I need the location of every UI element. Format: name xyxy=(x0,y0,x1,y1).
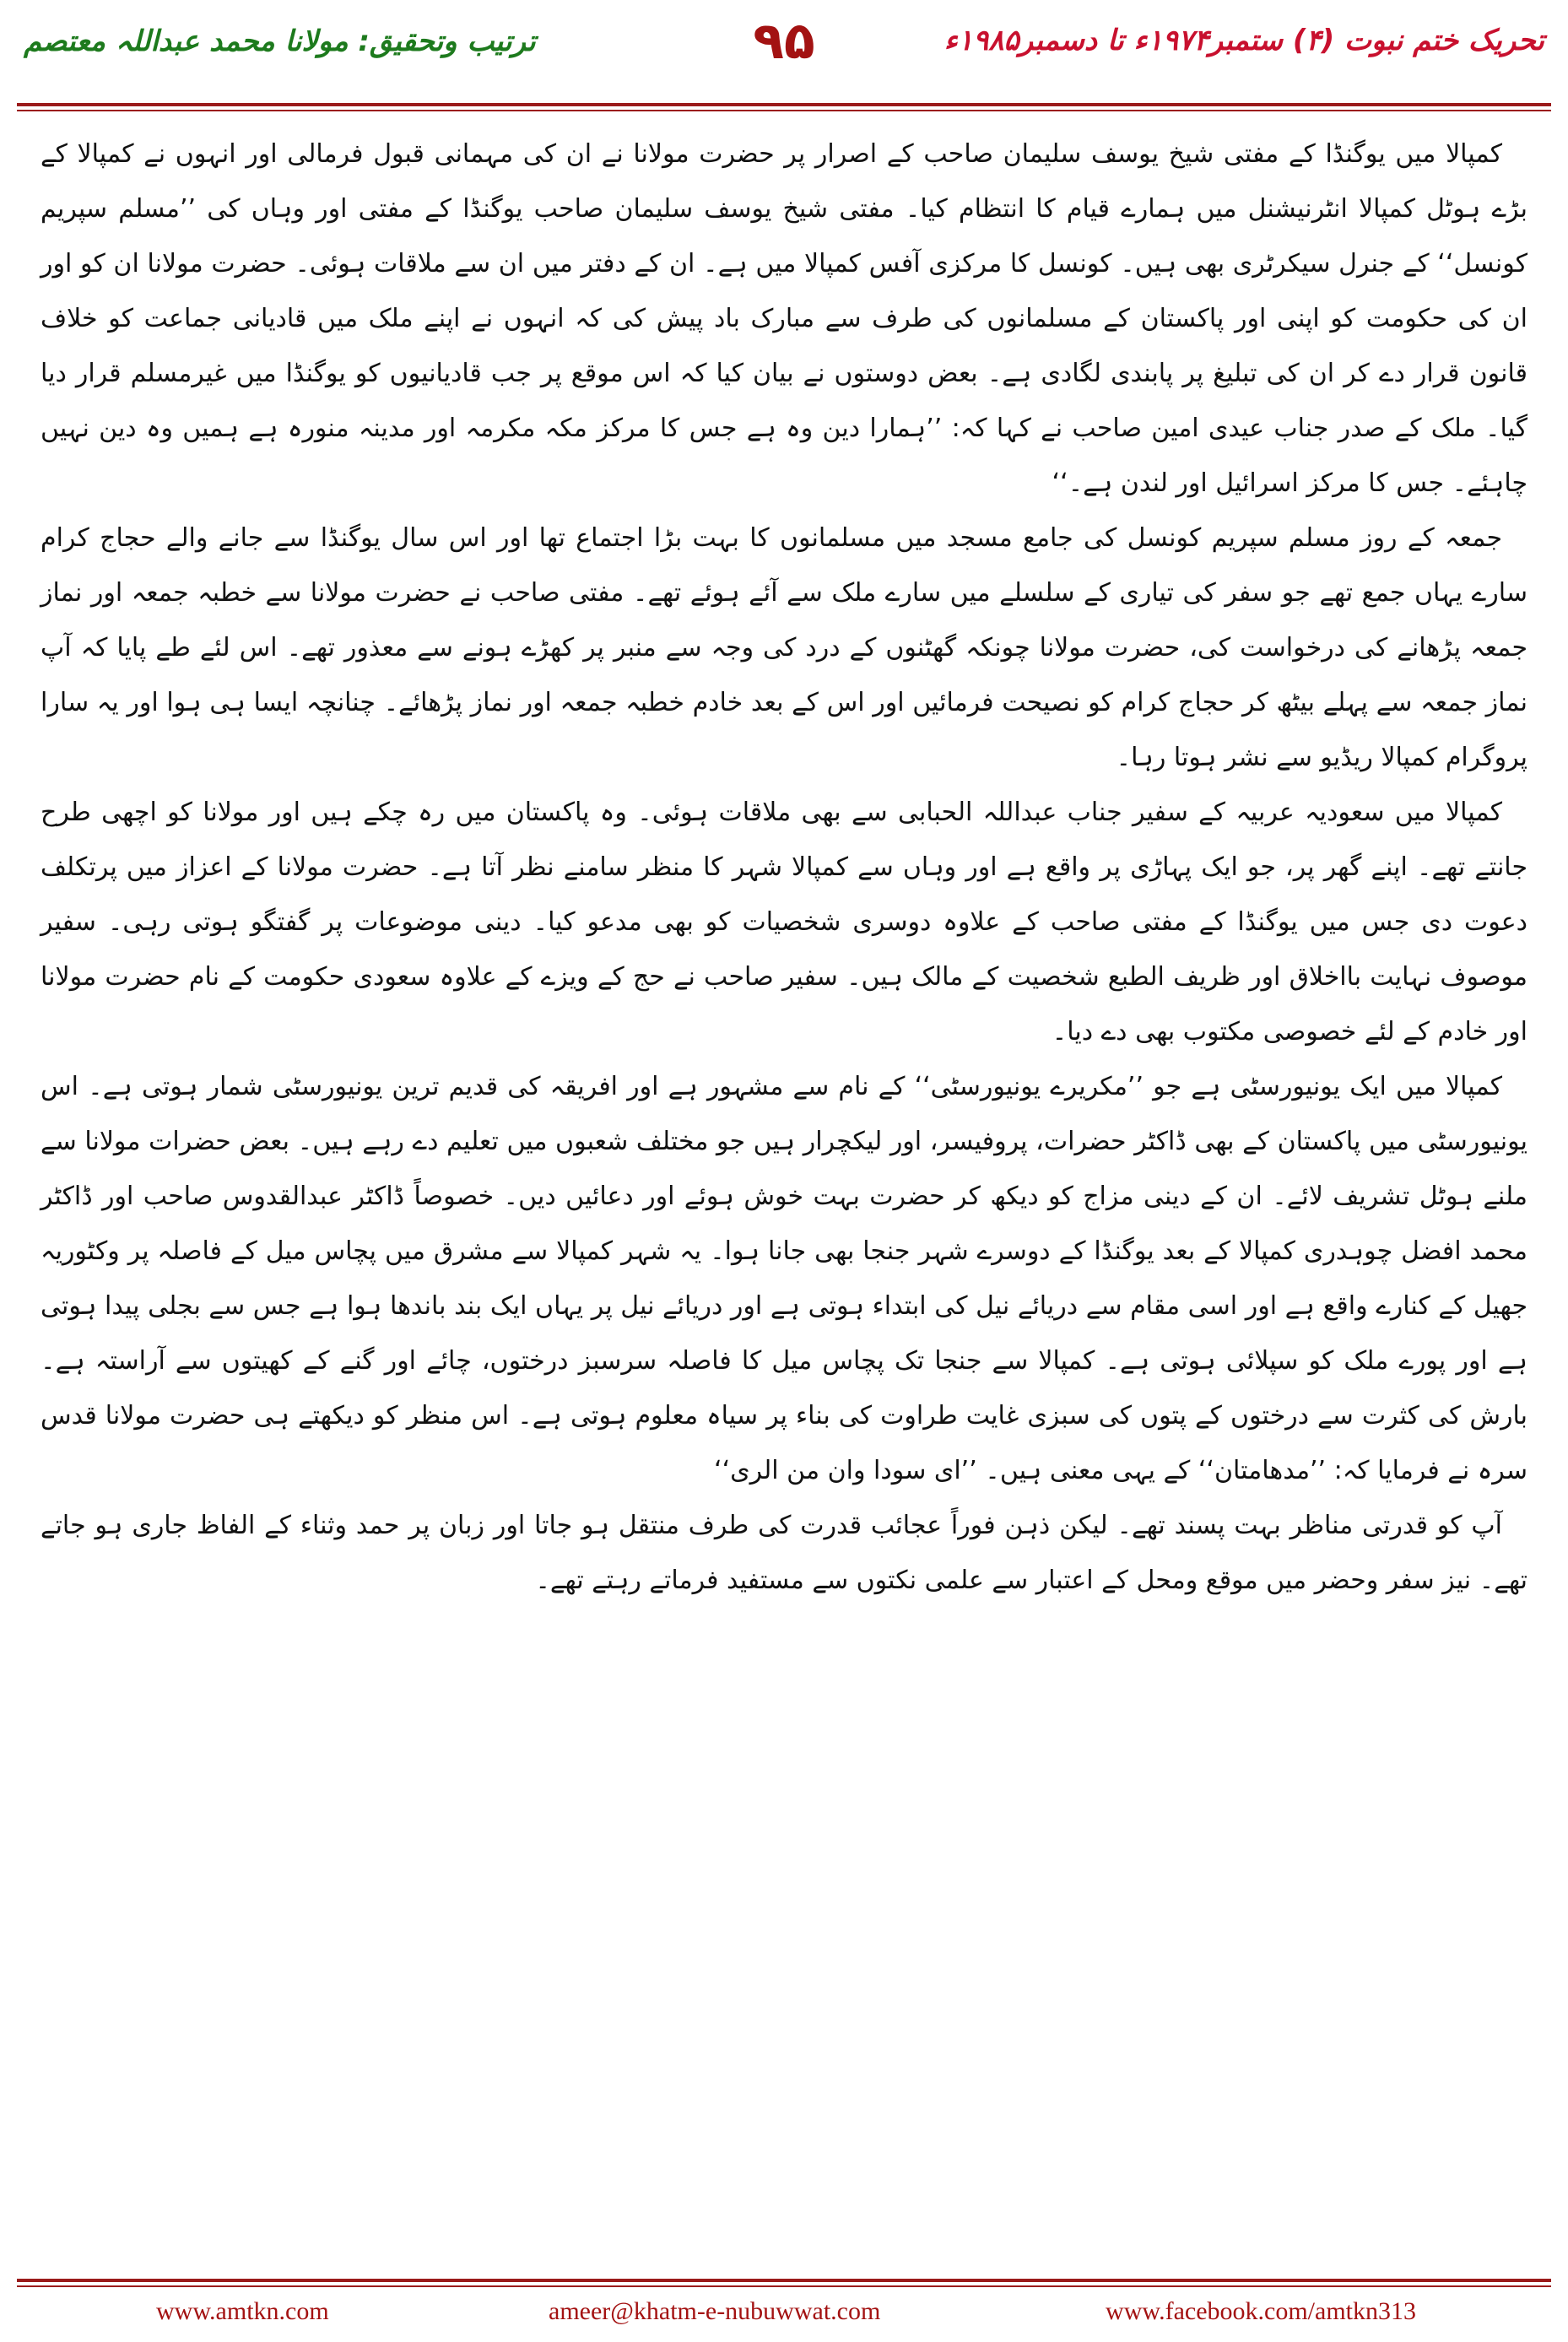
paragraph: جمعہ کے روز مسلم سپریم کونسل کی جامع مسجد میں مسلمانوں کا بہت بڑا اجتماع تھا اور اس سال یوگنڈا سے جانے والے حجاج کرام سارے یہاں جمع تھے جو سفر کی تیاری کے سلسلے میں سارے ملک سے آئے ہوئے تھے۔ مفتی صاحب نے حضرت مولانا سے خطبہ جمعہ اور نماز جمعہ پڑھانے کی درخواست کی، حضرت مولانا چونکہ گھٹنوں کے درد کی وجہ سے منبر پر کھڑے ہونے سے معذور تھے۔ اس لئے طے پایا کہ آپ نماز جمعہ سے پہلے بیٹھ کر حجاج کرام کو نصیحت فرمائیں اور اس کے بعد خادم خطبہ جمعہ اور نماز پڑھائے۔ چنانچہ ایسا ہی ہوا اور یہ سارا پروگرام کمپالا ریڈیو سے نشر ہوتا رہا۔ xyxy=(41,523,1527,772)
footer-divider-thin xyxy=(17,2285,1551,2287)
paragraph: کمپالا میں ایک یونیورسٹی ہے جو ’’مکریرے یونیورسٹی‘‘ کے نام سے مشہور ہے اور افریقہ کی قدیم ترین یونیورسٹی شمار ہوتی ہے۔ اس یونیورسٹی میں پاکستان کے بھی ڈاکٹر حضرات، پروفیسر، اور لیکچرار ہیں جو مختلف شعبوں میں تعلیم دے رہے ہیں۔ بعض حضرات مولانا سے ملنے ہوٹل تشریف لائے۔ ان کے دینی مزاج کو دیکھ کر حضرت بہت خوش ہوئے اور دعائیں دیں۔ خصوصاً ڈاکٹر عبدالقدوس صاحب اور ڈاکٹر محمد افضل چوہدری کمپالا کے بعد یوگنڈا کے دوسرے شہر جنجا بھی جانا ہوا۔ یہ شہر کمپالا سے مشرق میں پچاس میل کے فاصلہ پر وکٹوریہ جھیل کے کنارے واقع ہے اور اسی مقام سے دریائے نیل کی ابتداء ہوتی ہے اور دریائے نیل پر یہاں ایک بند باندھا ہوا ہے جس سے بجلی پیدا ہوتی ہے اور پورے ملک کو سپلائی ہوتی ہے۔ کمپالا سے جنجا تک پچاس میل کا فاصلہ سرسبز درختوں، چائے اور گنے کے کھیتوں سے آراستہ ہے۔ بارش کی کثرت سے درختوں کے پتوں کی سبزی غایت طراوت کی بناء پر سیاہ معلوم ہوتی ہے۔ اس منظر کو دیکھتے ہی حضرت مولانا قدس سرہ نے فرمایا کہ: ’’مدھامتان‘‘ کے یہی معنی ہیں۔ ’’ای سودا وان من الری‘‘ xyxy=(41,1072,1527,1485)
page-header xyxy=(0,0,1568,110)
facebook-link[interactable]: www.facebook.com/amtkn313 xyxy=(1106,2297,1416,2325)
compiler-credit: ترتیب وتحقیق: مولانا محمد عبداللہ معتصم xyxy=(24,24,536,58)
email-link[interactable]: ameer@khatm-e-nubuwwat.com xyxy=(549,2297,881,2325)
header-divider xyxy=(17,103,1551,106)
paragraph: کمپالا میں یوگنڈا کے مفتی شیخ یوسف سلیمان صاحب کے اصرار پر حضرت مولانا نے ان کی مہمانی قبول فرمالی اور انہوں نے کمپالا کے بڑے ہوٹل کمپالا انٹرنیشنل میں ہمارے قیام کا انتظام کیا۔ مفتی شیخ یوسف سلیمان صاحب یوگنڈا کے مفتی اور وہاں کی ’’مسلم سپریم کونسل‘‘ کے جنرل سیکرٹری بھی ہیں۔ کونسل کا مرکزی آفس کمپالا میں ہے۔ ان کے دفتر میں ان سے ملاقات ہوئی۔ حضرت مولانا ان کو اور ان کی حکومت کو اپنی اور پاکستان کے مسلمانوں کی طرف سے مبارک باد پیش کی کہ انہوں نے اپنے ملک میں قادیانی جماعت کو خلاف قانون قرار دے کر ان کی تبلیغ پر پابندی لگادی ہے۔ بعض دوستوں نے بیان کیا کہ اس موقع پر جب قادیانیوں کو یوگنڈا میں غیرمسلم قرار دیا گیا۔ ملک کے صدر جناب عیدی امین صاحب نے کہا کہ: ’’ہمارا دین وہ ہے جس کا مرکز مکہ مکرمہ اور مدینہ منورہ ہے ہمیں وہ دین نہیں چاہئے۔ جس کا مرکز اسرائیل اور لندن ہے۔‘‘ xyxy=(41,139,1527,498)
website-link[interactable]: www.amtkn.com xyxy=(156,2297,329,2325)
book-title: تحریک ختم نبوت (۴) ستمبر۱۹۷۴ء تا دسمبر۱۹۸۵ء xyxy=(944,24,1544,57)
paragraph: آپ کو قدرتی مناظر بہت پسند تھے۔ لیکن ذہن فوراً عجائب قدرت کی طرف منتقل ہو جاتا اور زبان پر حمد وثناء کے الفاظ جاری ہو جاتے تھے۔ نیز سفر وحضر میں موقع ومحل کے اعتبار سے علمی نکتوں سے مستفید فرماتے رہتے تھے۔ xyxy=(41,1511,1527,1595)
paragraph: کمپالا میں سعودیہ عربیہ کے سفیر جناب عبداللہ الحبابی سے بھی ملاقات ہوئی۔ وہ پاکستان میں رہ چکے ہیں اور مولانا کو اچھی طرح جانتے تھے۔ اپنے گھر پر، جو ایک پہاڑی پر واقع ہے اور وہاں سے کمپالا شہر کا منظر سامنے نظر آتا ہے۔ حضرت مولانا کے اعزاز میں پرتکلف دعوت دی جس میں یوگنڈا کے مفتی صاحب کے علاوہ دوسری شخصیات کو بھی مدعو کیا۔ دینی موضوعات پر گفتگو ہوتی رہی۔ سفیر موصوف نہایت بااخلاق اور ظریف الطبع شخصیت کے مالک ہیں۔ سفیر صاحب نے حج کے ویزے کے علاوہ سعودی حکومت کے نام حضرت مولانا اور خادم کے لئے خصوصی مکتوب بھی دے دیا۔ xyxy=(41,798,1527,1047)
page-footer xyxy=(0,2279,1568,2342)
header-divider-thin xyxy=(17,110,1551,111)
article-body xyxy=(41,127,1527,1608)
page-number: ۹۵ xyxy=(753,12,815,71)
footer-divider xyxy=(17,2279,1551,2282)
